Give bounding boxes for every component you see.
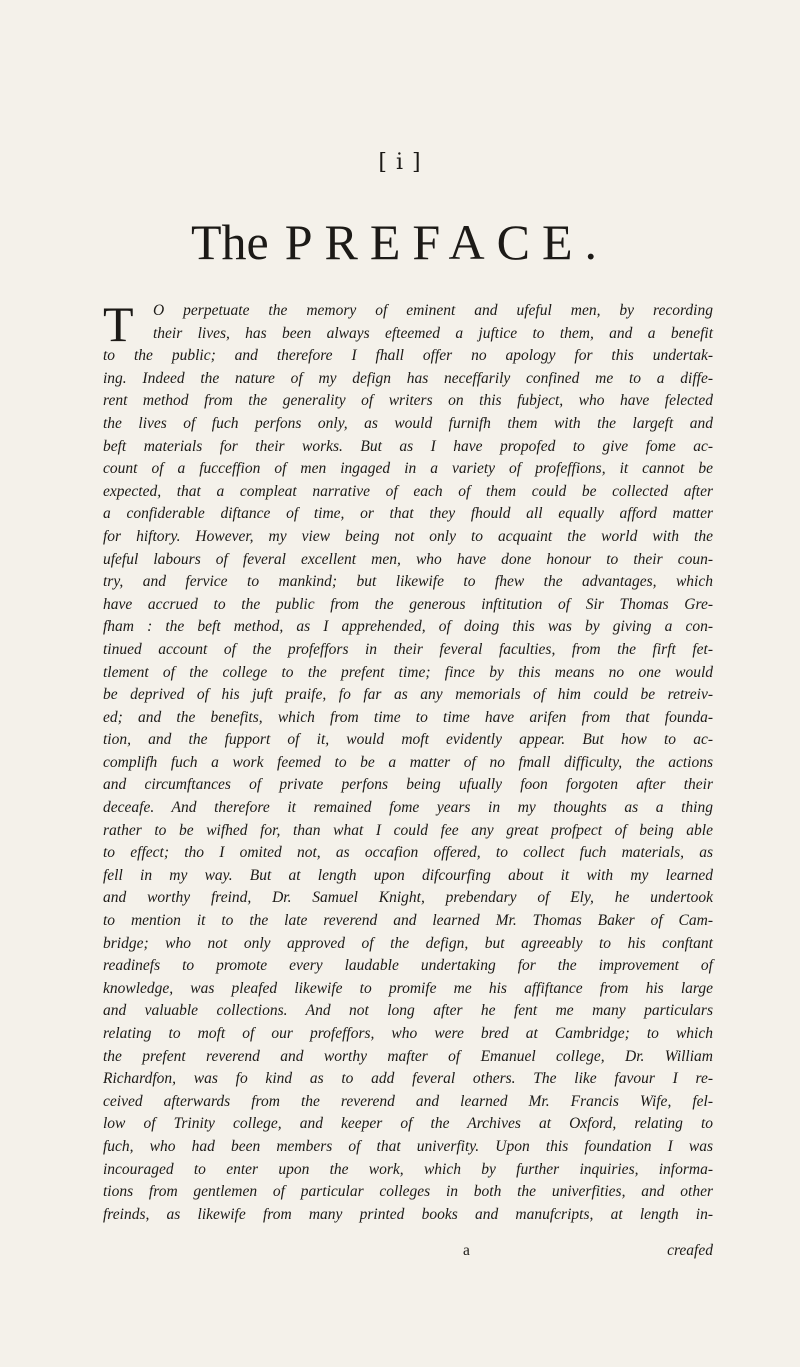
text-line: bridge; who not only approved of the defign, but agreeably to his conftant: [103, 934, 713, 952]
text-line: to effect; tho I omited not, as occafion offered, to collect fuch materials, as: [103, 844, 713, 862]
text-line: rather to be wifhed for, than what I could fee any great profpect of being able: [103, 821, 713, 839]
text-line: rent method from the generality of writers on this fubject, who have felected: [103, 392, 713, 410]
text-line: and valuable collections. And not long after he fent me many particulars: [103, 1002, 713, 1020]
text-line: have accrued to the public from the generous inftitution of Sir Thomas Gre-: [103, 595, 713, 613]
text-line: to mention it to the late reverend and learned Mr. Thomas Baker of Cam-: [103, 912, 713, 930]
text-line: to the public; and therefore I fhall offer no apology for this undertak-: [103, 347, 713, 365]
preface-body: [103, 296, 713, 1226]
text-line: count of a fucceffion of men ingaged in a variety of profeffions, it cannot be: [103, 460, 713, 478]
text-line: knowledge, was pleafed likewife to promife me his affiftance from his large: [103, 979, 713, 997]
text-line: tions from gentlemen of particular colleges in both the univerfities, and other: [103, 1183, 713, 1201]
text-line: ing. Indeed the nature of my defign has neceffarily confined me to a diffe-: [103, 369, 713, 387]
page-heading: [0, 212, 800, 272]
text-line: readinefs to promote every laudable undertaking for the improvement of: [103, 957, 713, 975]
text-line: low of Trinity college, and keeper of the Archives at Oxford, relating to: [103, 1115, 713, 1133]
text-line: fell in my way. But at length upon difcourfing about it with my learned: [103, 866, 713, 884]
text-line: and circumftances of private perfons being ufually foon forgoten after their: [103, 776, 713, 794]
text-line: incouraged to enter upon the work, which by further inquiries, informa-: [103, 1160, 713, 1178]
text-line: and worthy freind, Dr. Samuel Knight, prebendary of Ely, he undertook: [103, 889, 713, 907]
text-line: tlement of the college to the prefent time; fince by this means no one would: [103, 663, 713, 681]
text-line: beft materials for their works. But as I have propofed to give fome ac-: [103, 437, 713, 455]
text-line: fuch, who had been members of that univerfity. Upon this foundation I was: [103, 1137, 713, 1155]
text-line: freinds, as likewife from many printed books and manufcripts, at length in-: [103, 1205, 713, 1223]
text-line: ufeful labours of feveral excellent men, who have done honour to their coun-: [103, 550, 713, 568]
text-line: a confiderable diftance of time, or that they fhould all equally afford matter: [103, 505, 713, 523]
heading-word-the: The: [190, 214, 269, 270]
text-line: deceafe. And therefore it remained fome years in my thoughts as a thing: [103, 799, 713, 817]
text-line: ed; and the benefits, which from time to time have arifen from that founda-: [103, 708, 713, 726]
text-line: tion, and the fupport of it, would moft evidently appear. But how to ac-: [103, 731, 713, 749]
text-line: their lives, has been always efteemed a juftice to them, and a benefit: [153, 324, 713, 342]
drop-cap: T: [103, 296, 134, 352]
text-line: the prefent reverend and worthy mafter of Emanuel college, Dr. William: [103, 1047, 713, 1065]
text-line: O perpetuate the memory of eminent and ufeful men, by recording: [153, 302, 713, 319]
catchword: creafed: [667, 1242, 713, 1259]
text-line: complifh fuch a work feemed to be a matter of no fmall difficulty, the actions: [103, 753, 713, 771]
text-line: try, and fervice to mankind; but likewife to fhew the advantages, which: [103, 573, 713, 591]
text-line: tinued account of the profeffors in their feveral faculties, from the firft fet-: [103, 640, 713, 658]
heading-word-preface: PREFACE.: [284, 214, 610, 270]
text-line: expected, that a compleat narrative of each of them could be collected after: [103, 482, 713, 500]
text-line: the lives of fuch perfons only, as would furnifh them with the largeft and: [103, 414, 713, 432]
page-number: [ i ]: [378, 150, 422, 175]
text-line: be deprived of his juft praife, fo far as any memorials of him could be retreiv-: [103, 686, 713, 704]
text-line: fham : the beft method, as I apprehended, of doing this was by giving a con-: [103, 618, 713, 636]
signature-mark: a: [463, 1242, 470, 1259]
text-line: relating to moft of our profeffors, who were bred at Cambridge; to which: [103, 1025, 713, 1042]
text-line: ceived afterwards from the reverend and learned Mr. Francis Wife, fel-: [103, 1092, 713, 1110]
text-line: for hiftory. However, my view being not only to acquaint the world with the: [103, 527, 713, 545]
text-line: Richardfon, was fo kind as to add feveral others. The like favour I re-: [103, 1070, 713, 1088]
